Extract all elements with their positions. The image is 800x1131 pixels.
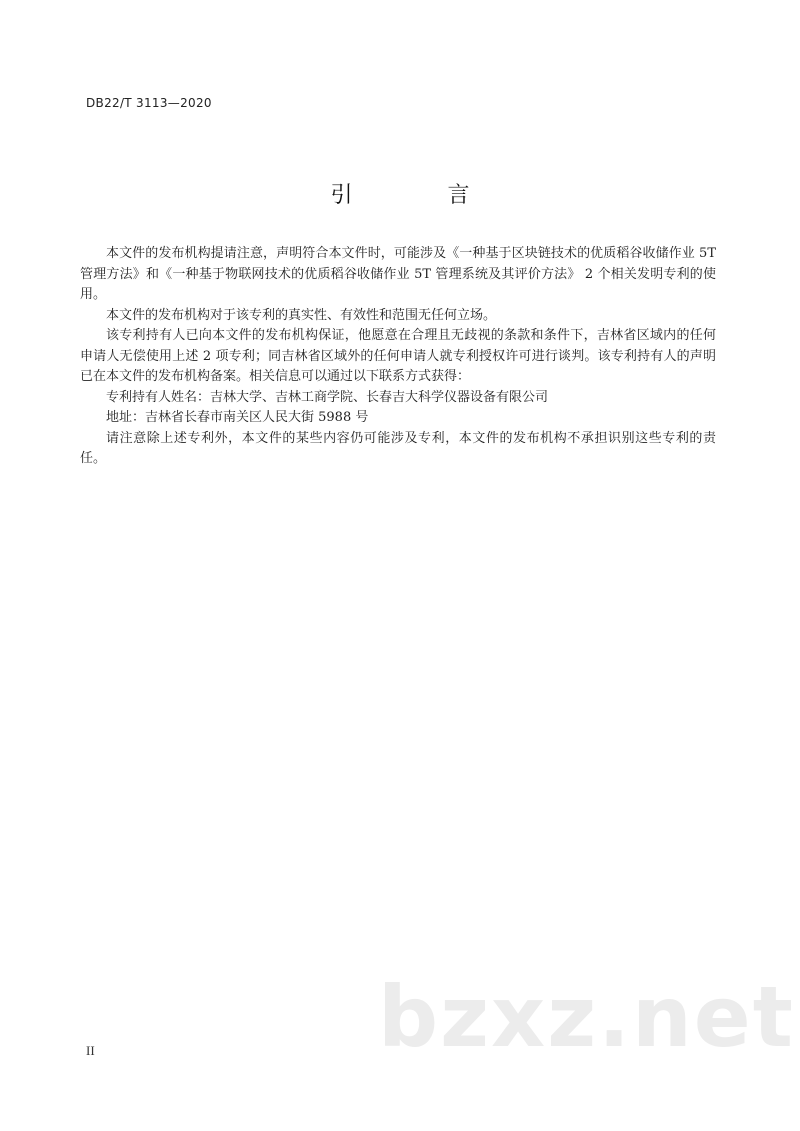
paragraph-patent-holder-guarantee: 该专利持有人已向本文件的发布机构保证，他愿意在合理且无歧视的条款和条件下，吉林省区域内的任何申请人无偿使用上述 2 项专利；同吉林省区域外的任何申请人就专利授权许可进行谈判。该专利持有人的声明已在本文件的发布机构备案。相关信息可以通过以下联系方式获得： [80, 328, 716, 384]
body-text [80, 244, 716, 470]
paragraph-no-position: 本文件的发布机构对于该专利的真实性、有效性和范围无任何立场。 [106, 307, 497, 323]
watermark-logo: bzxz.net [378, 968, 795, 1066]
paragraph-address: 地址：吉林省长春市南关区人民大街 5988 号 [106, 410, 369, 425]
paragraph-patent-holder-name: 专利持有人姓名：吉林大学、吉林工商学院、长春吉大科学仪器设备有限公司 [106, 389, 549, 405]
paragraph-patent-notice: 本文件的发布机构提请注意，声明符合本文件时，可能涉及《一种基于区块链技术的优质稻谷收储作业 5T 管理方法》和《一种基于物联网技术的优质稻谷收储作业 5T 管理系统及其评价方法》 2 个相关发明专利的使用。 [80, 246, 716, 302]
paragraph-other-patents: 请注意除上述专利外，本文件的某些内容仍可能涉及专利，本文件的发布机构不承担识别这些专利的责任。 [80, 430, 716, 466]
document-code: DB22/T 3113—2020 [86, 96, 212, 110]
page-number: II [86, 1043, 95, 1058]
section-title: 引 言 [330, 183, 514, 208]
